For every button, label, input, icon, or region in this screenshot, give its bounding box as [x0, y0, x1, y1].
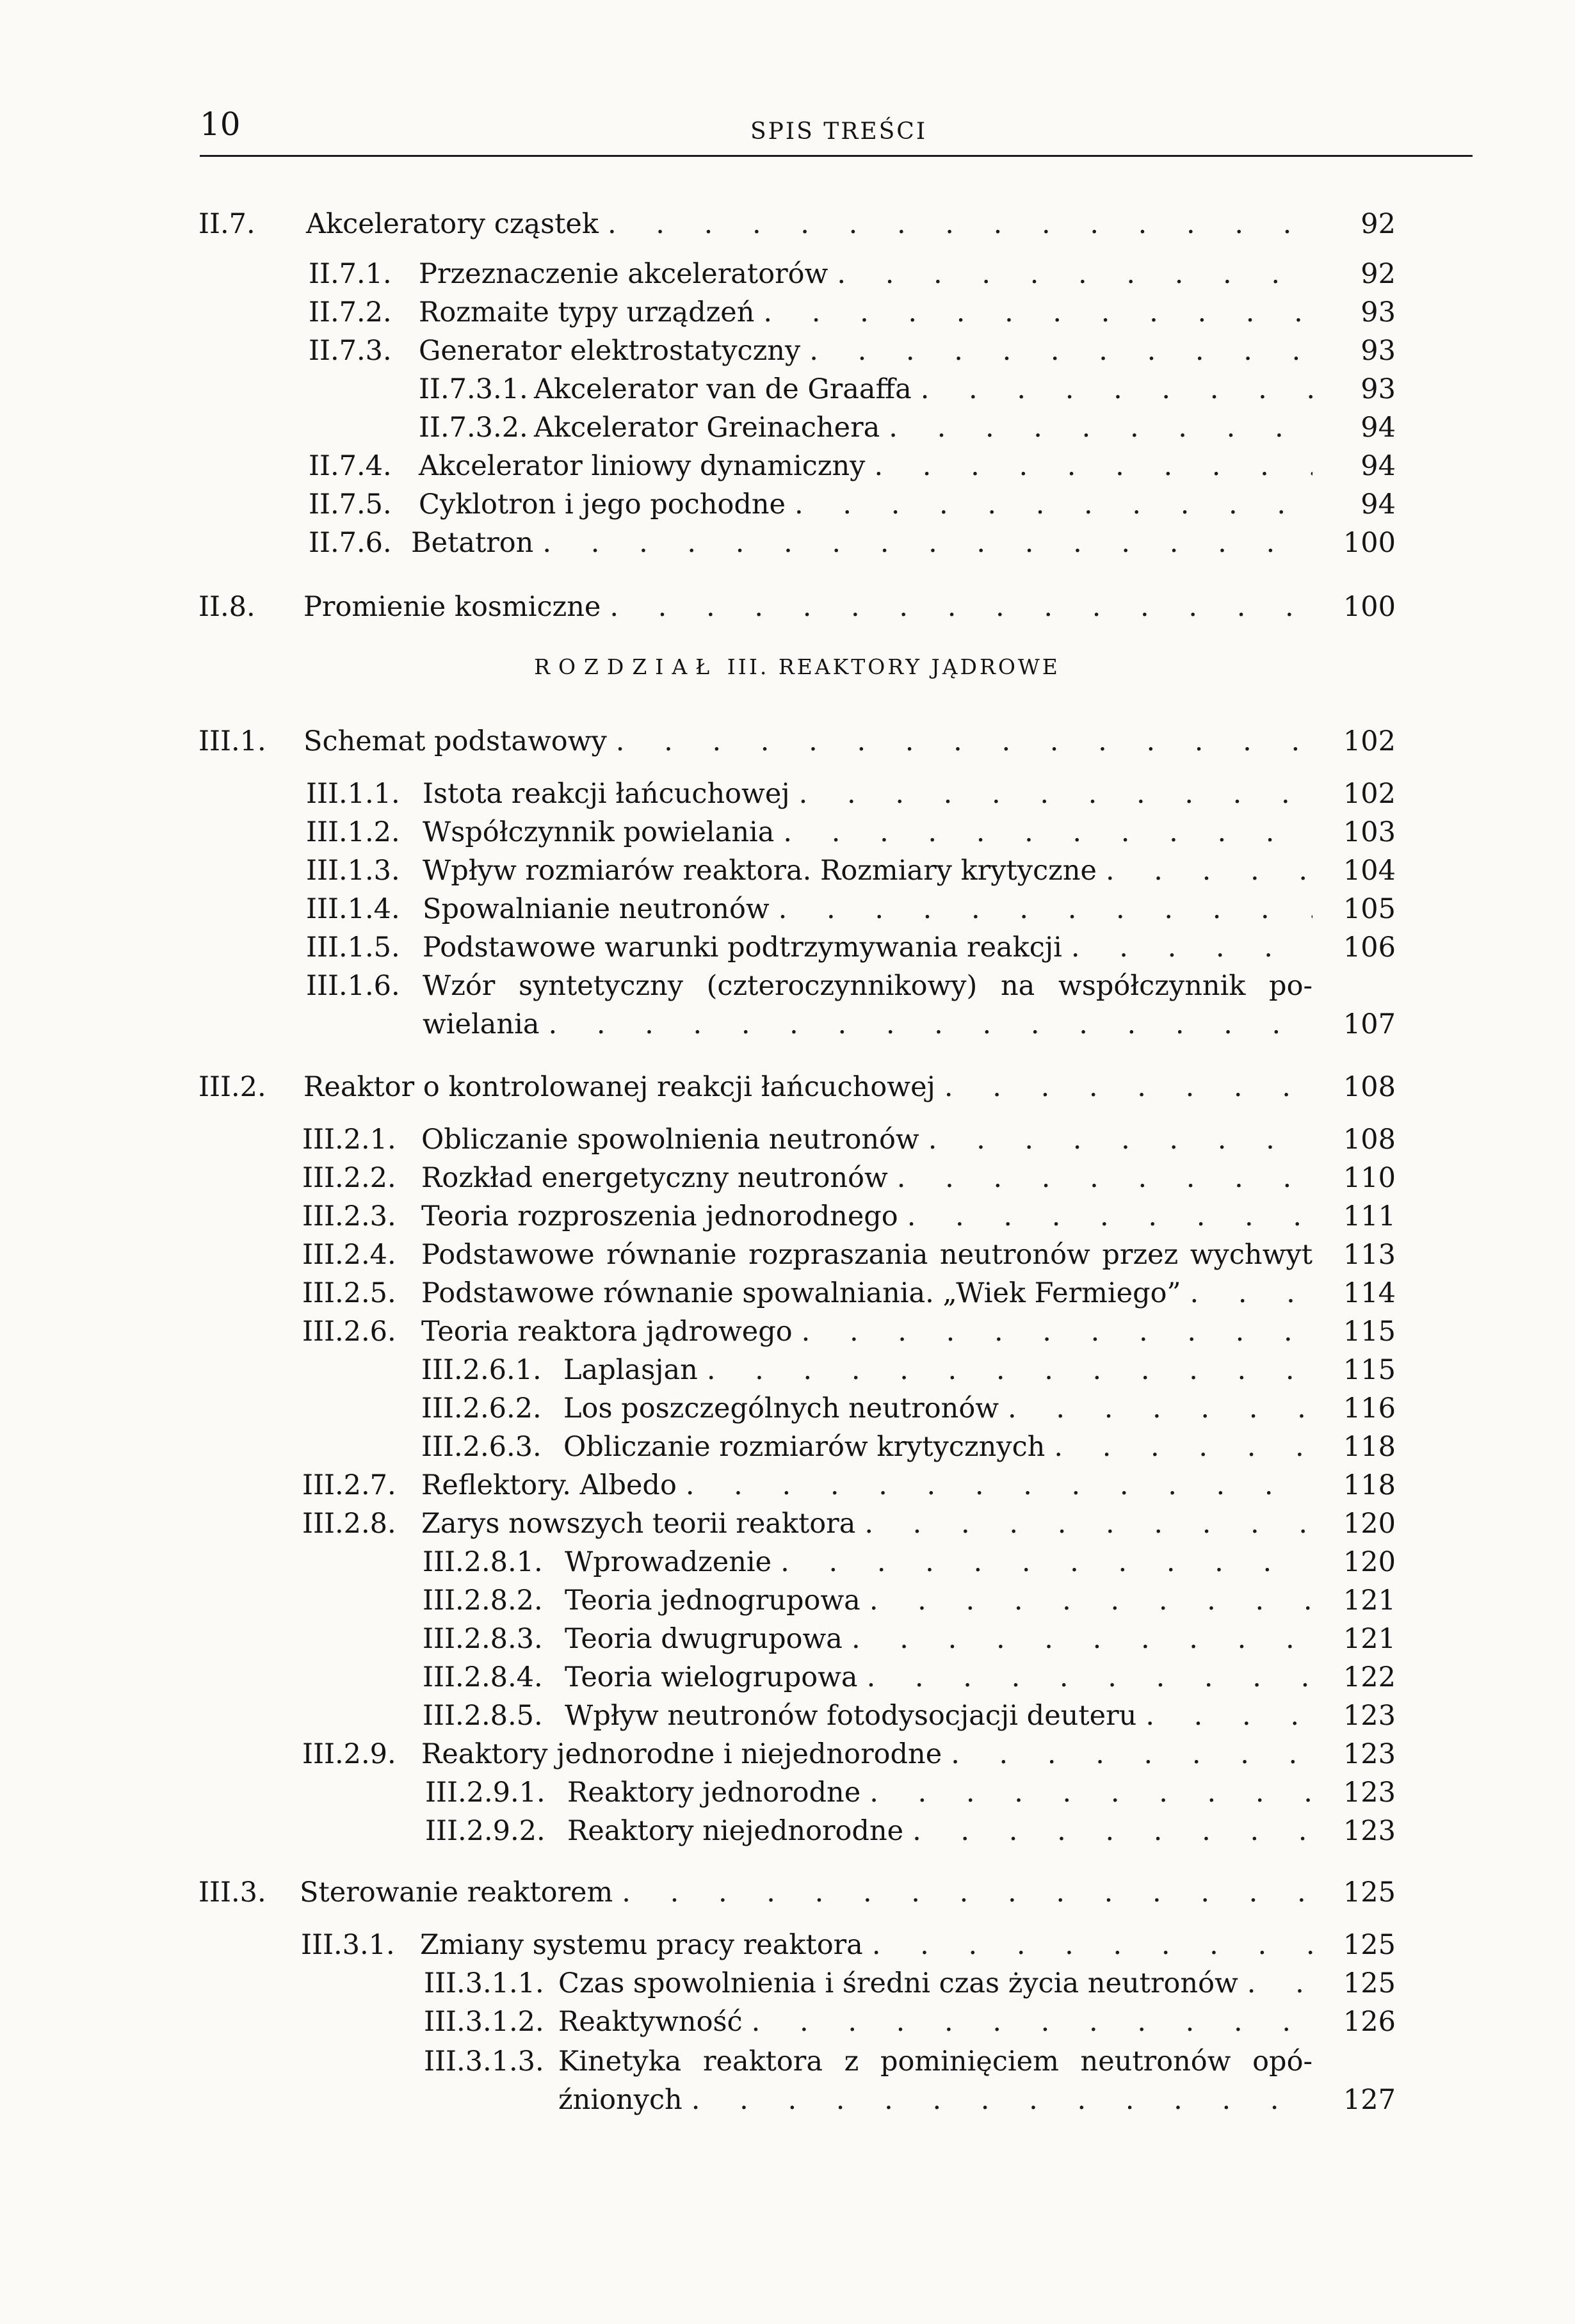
toc-entry-number: II.7.3.	[309, 335, 392, 367]
toc-entry[interactable]	[302, 1506, 1396, 1542]
toc-entry-title: Akcelerator van de Graaffa	[534, 373, 912, 405]
dot-leader	[843, 1621, 1312, 1657]
toc-entry-title: Teoria dwugrupowa	[565, 1623, 843, 1655]
dot-leader	[999, 1391, 1312, 1426]
toc-entry[interactable]	[309, 295, 1396, 330]
toc-entry-number: III.2.9.2.	[425, 1815, 545, 1847]
dot-leader	[607, 723, 1312, 759]
toc-entry-number: II.7.4.	[309, 450, 392, 482]
toc-entry-number: III.1.2.	[306, 816, 400, 848]
toc-entry-title: Teoria reaktora jądrowego	[421, 1316, 793, 1348]
toc-entry-title: Istota reakcji łańcuchowej	[423, 778, 790, 810]
toc-entry[interactable]	[425, 1813, 1396, 1849]
toc-entry-page: 120	[1343, 1546, 1396, 1578]
toc-entry-title: Przeznaczenie akceleratorów	[419, 258, 828, 290]
toc-entry-number: III.2.8.	[302, 1508, 396, 1540]
toc-entry-title: Teoria wielogrupowa	[565, 1661, 858, 1693]
toc-entry-page: 118	[1343, 1469, 1396, 1501]
toc-entry-title: Reaktory niejednorodne	[567, 1815, 904, 1847]
toc-entry-page: 126	[1343, 2006, 1396, 2038]
toc-entry-page: 103	[1343, 816, 1396, 848]
toc-entry-title: Wzór syntetyczny (czteroczynnikowy) na współczynnik po-	[423, 970, 1312, 1002]
toc-entry[interactable]	[198, 1069, 1396, 1105]
dot-leader	[774, 814, 1312, 850]
toc-entry-page: 125	[1343, 1876, 1396, 1908]
toc-entry-page: 121	[1343, 1623, 1396, 1655]
toc-entry[interactable]	[198, 1875, 1396, 1910]
toc-entry[interactable]	[306, 891, 1396, 927]
toc-entry-page: 114	[1343, 1277, 1396, 1309]
toc-entry-title: Los poszczególnych neutronów	[563, 1392, 999, 1424]
toc-entry-title: Obliczanie spowolnienia neutronów	[421, 1124, 919, 1156]
toc-entry-continuation[interactable]	[558, 2082, 1396, 2118]
toc-entry-page: 122	[1343, 1661, 1396, 1693]
toc-entry-number: III.1.	[198, 725, 266, 757]
toc-entry-number: III.1.4.	[306, 893, 400, 925]
toc-entry-page: 93	[1361, 373, 1396, 405]
toc-entry-title-continuation: źnionych	[558, 2084, 682, 2116]
toc-entry-title: Betatron	[411, 527, 534, 559]
toc-entry-title: Promienie kosmiczne	[303, 591, 601, 623]
toc-entry-page: 93	[1361, 335, 1396, 367]
toc-entry-page: 115	[1343, 1354, 1396, 1386]
chapter-heading	[198, 654, 1396, 679]
dot-leader	[754, 295, 1312, 330]
toc-entry-number: III.3.1.1.	[424, 1967, 544, 1999]
toc-entry-title: Czas spowolnienia i średni czas życia neutronów	[558, 1967, 1238, 1999]
dot-leader	[863, 1927, 1312, 1963]
dot-leader	[903, 1813, 1312, 1849]
toc-entry[interactable]	[198, 206, 1396, 242]
dot-leader	[601, 589, 1312, 625]
dot-leader	[865, 448, 1312, 484]
toc-entry[interactable]	[302, 1736, 1396, 1772]
toc-entry-number: III.2.7.	[302, 1469, 396, 1501]
dot-leader	[743, 2004, 1312, 2040]
toc-entry-title: Reaktory jednorodne	[567, 1777, 861, 1809]
toc-entry-number: III.2.6.2.	[421, 1392, 542, 1424]
toc-entry-page: 105	[1343, 893, 1396, 925]
dot-leader	[682, 2082, 1312, 2118]
chapter-prefix: ROZDZIAŁ	[534, 654, 718, 679]
toc-entry-page: 118	[1343, 1431, 1396, 1463]
toc-entry[interactable]	[425, 1775, 1396, 1811]
dot-leader	[800, 333, 1312, 369]
toc-entry-page: 123	[1343, 1777, 1396, 1809]
toc-entry-page: 94	[1361, 412, 1396, 444]
toc-entry[interactable]	[302, 1122, 1396, 1158]
toc-entry-number: III.2.6.1.	[421, 1354, 542, 1386]
dot-leader	[942, 1736, 1312, 1772]
toc-entry[interactable]	[421, 1391, 1396, 1426]
toc-entry-title: Spowalnianie neutronów	[423, 893, 770, 925]
toc-entry[interactable]	[419, 371, 1396, 407]
toc-entry-title: Laplasjan	[563, 1354, 698, 1386]
toc-entry-number: II.7.3.2.	[419, 412, 528, 444]
toc-entry-number: II.7.3.1.	[419, 373, 528, 405]
toc-entry-title: Podstawowe warunki podtrzymywania reakcji	[423, 932, 1062, 964]
chapter-numeral: III.	[727, 654, 770, 679]
toc-entry[interactable]	[302, 1237, 1396, 1273]
toc-entry-number: III.2.4.	[302, 1239, 396, 1271]
toc-entry-page: 107	[1343, 1008, 1396, 1040]
toc-entry-page: 123	[1343, 1738, 1396, 1770]
toc-entry-title: Sterowanie reaktorem	[300, 1876, 613, 1908]
toc-entry[interactable]	[423, 1583, 1396, 1618]
toc-entry[interactable]	[306, 968, 1396, 1005]
toc-entry-page: 111	[1343, 1200, 1396, 1232]
toc-entry-number: III.2.6.3.	[421, 1431, 542, 1463]
toc-entry[interactable]	[309, 487, 1396, 522]
toc-entry[interactable]	[424, 1965, 1396, 2001]
dot-leader	[898, 1198, 1312, 1234]
toc-entry-title: Zarys nowszych teorii reaktora	[421, 1508, 856, 1540]
toc-entry-number: III.2.3.	[302, 1200, 396, 1232]
toc-entry-number: III.2.8.1.	[423, 1546, 543, 1578]
dot-leader	[1238, 1965, 1312, 2001]
toc-entry-title: Podstawowe równanie spowalniania. „Wiek Fermiego”	[421, 1277, 1181, 1309]
toc-entry-number: III.2.2.	[302, 1162, 396, 1194]
toc-entry-page: 94	[1361, 450, 1396, 482]
dot-leader	[828, 256, 1312, 292]
toc-entry-page: 100	[1343, 527, 1396, 559]
toc-entry-page: 104	[1343, 855, 1396, 887]
header-rule	[200, 155, 1473, 157]
dot-leader	[1136, 1698, 1312, 1734]
running-title: SPIS TREŚCI	[750, 118, 928, 145]
toc-entry-page: 102	[1343, 778, 1396, 810]
toc-entry-page: 108	[1343, 1124, 1396, 1156]
dot-leader	[1045, 1429, 1312, 1465]
toc-entry-page: 127	[1343, 2084, 1396, 2116]
toc-entry-number: II.7.2.	[309, 296, 392, 328]
toc-entry-title: Teoria jednogrupowa	[565, 1585, 860, 1617]
toc-entry-title: Podstawowe równanie rozpraszania neutronów przez wychwyt	[421, 1239, 1312, 1271]
toc-entry[interactable]	[419, 410, 1396, 446]
dot-leader	[860, 1583, 1312, 1618]
toc-entry[interactable]	[301, 1927, 1396, 1963]
toc-entry[interactable]	[306, 814, 1396, 850]
toc-entry-page: 113	[1343, 1239, 1396, 1271]
toc-entry-title: Wprowadzenie	[565, 1546, 772, 1578]
dot-leader	[786, 487, 1312, 522]
toc-entry-number: III.3.	[198, 1876, 266, 1908]
dot-leader	[919, 1122, 1312, 1158]
toc-entry-page: 108	[1343, 1071, 1396, 1103]
dot-leader	[855, 1506, 1312, 1542]
toc-entry-title-continuation: wielania	[423, 1008, 540, 1040]
dot-leader	[793, 1314, 1312, 1350]
toc-entry[interactable]	[421, 1352, 1396, 1388]
toc-entry-title: Reaktywność	[558, 2006, 743, 2038]
toc-entry-number: III.2.9.1.	[425, 1777, 545, 1809]
toc-entry-page: 110	[1343, 1162, 1396, 1194]
toc-entry-number: III.3.1.	[301, 1929, 395, 1961]
toc-entry-continuation[interactable]	[423, 1006, 1396, 1042]
toc-entry-title: Współczynnik powielania	[423, 816, 775, 848]
toc-entry-page: 123	[1343, 1700, 1396, 1732]
dot-leader	[880, 410, 1312, 446]
toc-entry-number: III.2.5.	[302, 1277, 396, 1309]
toc-entry-number: III.2.8.4.	[423, 1661, 543, 1693]
toc-entry-title: Teoria rozproszenia jednorodnego	[421, 1200, 898, 1232]
dot-leader	[533, 525, 1312, 561]
dot-leader	[1062, 930, 1312, 965]
toc-entry-title: Akcelerator liniowy dynamiczny	[419, 450, 866, 482]
toc-entry[interactable]	[306, 853, 1396, 889]
toc-entry-number: II.7.1.	[309, 258, 392, 290]
toc-entry-number: III.2.9.	[302, 1738, 396, 1770]
toc-entry-number: II.7.	[198, 208, 255, 240]
toc-entry-page: 116	[1343, 1392, 1396, 1424]
toc-entry-page: 125	[1343, 1967, 1396, 1999]
toc-entry-number: III.2.	[198, 1071, 266, 1103]
toc-entry-title: Rozkład energetyczny neutronów	[421, 1162, 888, 1194]
dot-leader	[888, 1160, 1312, 1196]
toc-entry-page: 100	[1343, 591, 1396, 623]
toc-entry[interactable]	[423, 1621, 1396, 1657]
toc-entry-title: Akceleratory cząstek	[306, 208, 599, 240]
dot-leader	[770, 891, 1312, 927]
toc-entry-title: Schemat podstawowy	[303, 725, 607, 757]
toc-entry-title: Zmiany systemu pracy reaktora	[420, 1929, 863, 1961]
toc-entry-number: II.7.6.	[309, 527, 392, 559]
toc-entry[interactable]	[309, 333, 1396, 369]
toc-entry-number: III.3.1.3.	[424, 2046, 544, 2078]
toc-entry-number: III.1.5.	[306, 932, 400, 964]
toc-entry-number: III.1.6.	[306, 970, 400, 1002]
toc-entry-number: III.2.1.	[302, 1124, 396, 1156]
toc-entry[interactable]	[302, 1160, 1396, 1196]
toc-entry-title: Wpływ neutronów fotodysocjacji deuteru	[565, 1700, 1137, 1732]
toc-entry-page: 93	[1361, 296, 1396, 328]
toc-entry-title: Akcelerator Greinachera	[534, 412, 880, 444]
toc-entry[interactable]	[309, 448, 1396, 484]
chapter-title: REAKTORY JĄDROWE	[778, 654, 1060, 679]
toc-entry[interactable]	[198, 723, 1396, 759]
toc-entry[interactable]	[309, 525, 1396, 561]
dot-leader	[613, 1875, 1312, 1910]
toc-entry-title: Cyklotron i jego pochodne	[419, 488, 786, 520]
toc-entry-number: II.7.5.	[309, 488, 392, 520]
dot-leader	[858, 1659, 1312, 1695]
toc-entry-number: III.2.8.5.	[423, 1700, 543, 1732]
page-number: 10	[200, 106, 241, 143]
toc-entry-page: 123	[1343, 1815, 1396, 1847]
dot-leader	[790, 776, 1312, 812]
toc-entry-number: III.2.8.3.	[423, 1623, 543, 1655]
toc-entry-page: 120	[1343, 1508, 1396, 1540]
toc-entry-page: 92	[1361, 208, 1396, 240]
dot-leader	[860, 1775, 1312, 1811]
toc-entry[interactable]	[423, 1544, 1396, 1580]
toc-entry-number: III.3.1.2.	[424, 2006, 544, 2038]
toc-entry-page: 125	[1343, 1929, 1396, 1961]
page-header	[200, 106, 1473, 158]
toc-entry-title: Reflektory. Albedo	[421, 1469, 677, 1501]
toc-entry[interactable]	[424, 2044, 1396, 2081]
toc-entry[interactable]	[309, 256, 1396, 292]
toc-entry[interactable]	[198, 589, 1396, 625]
toc-entry-number: III.1.1.	[306, 778, 400, 810]
toc-entry[interactable]	[302, 1467, 1396, 1503]
toc-entry-number: III.1.3.	[306, 855, 400, 887]
dot-leader	[539, 1006, 1312, 1042]
toc-entry-title: Obliczanie rozmiarów krytycznych	[563, 1431, 1046, 1463]
toc-entry-page: 102	[1343, 725, 1396, 757]
dot-leader	[771, 1544, 1312, 1580]
dot-leader	[698, 1352, 1312, 1388]
toc-entry-title: Kinetyka reaktora z pominięciem neutronów opó-	[558, 2046, 1312, 2078]
toc-entry[interactable]	[302, 1198, 1396, 1234]
toc-entry-number: II.8.	[198, 591, 255, 623]
dot-leader	[1181, 1275, 1313, 1311]
toc-entry[interactable]	[302, 1275, 1396, 1311]
toc-entry[interactable]	[421, 1429, 1396, 1465]
toc-entry[interactable]	[424, 2004, 1396, 2040]
toc-entry-page: 94	[1361, 488, 1396, 520]
toc-entry-title: Reaktory jednorodne i niejednorodne	[421, 1738, 942, 1770]
toc-entry-title: Wpływ rozmiarów reaktora. Rozmiary krytyczne	[423, 855, 1097, 887]
dot-leader	[677, 1467, 1312, 1503]
dot-leader	[935, 1069, 1312, 1105]
toc-entry[interactable]	[306, 776, 1396, 812]
toc-entry-page: 106	[1343, 932, 1396, 964]
toc-entry-title: Reaktor o kontrolowanej reakcji łańcuchowej	[303, 1071, 935, 1103]
toc-entry-page: 115	[1343, 1316, 1396, 1348]
toc-entry-title: Rozmaite typy urządzeń	[419, 296, 755, 328]
toc-entry-title: Generator elektrostatyczny	[419, 335, 801, 367]
toc-entry[interactable]	[423, 1659, 1396, 1695]
dot-leader	[1097, 853, 1312, 889]
toc-entry-page: 121	[1343, 1585, 1396, 1617]
toc-entry-page: 92	[1361, 258, 1396, 290]
dot-leader	[599, 206, 1312, 242]
toc-entry[interactable]	[423, 1698, 1396, 1734]
toc-entry-number: III.2.6.	[302, 1316, 396, 1348]
toc-entry[interactable]	[302, 1314, 1396, 1350]
toc-entry[interactable]	[306, 930, 1396, 965]
toc-entry-number: III.2.8.2.	[423, 1585, 543, 1617]
dot-leader	[912, 371, 1312, 407]
